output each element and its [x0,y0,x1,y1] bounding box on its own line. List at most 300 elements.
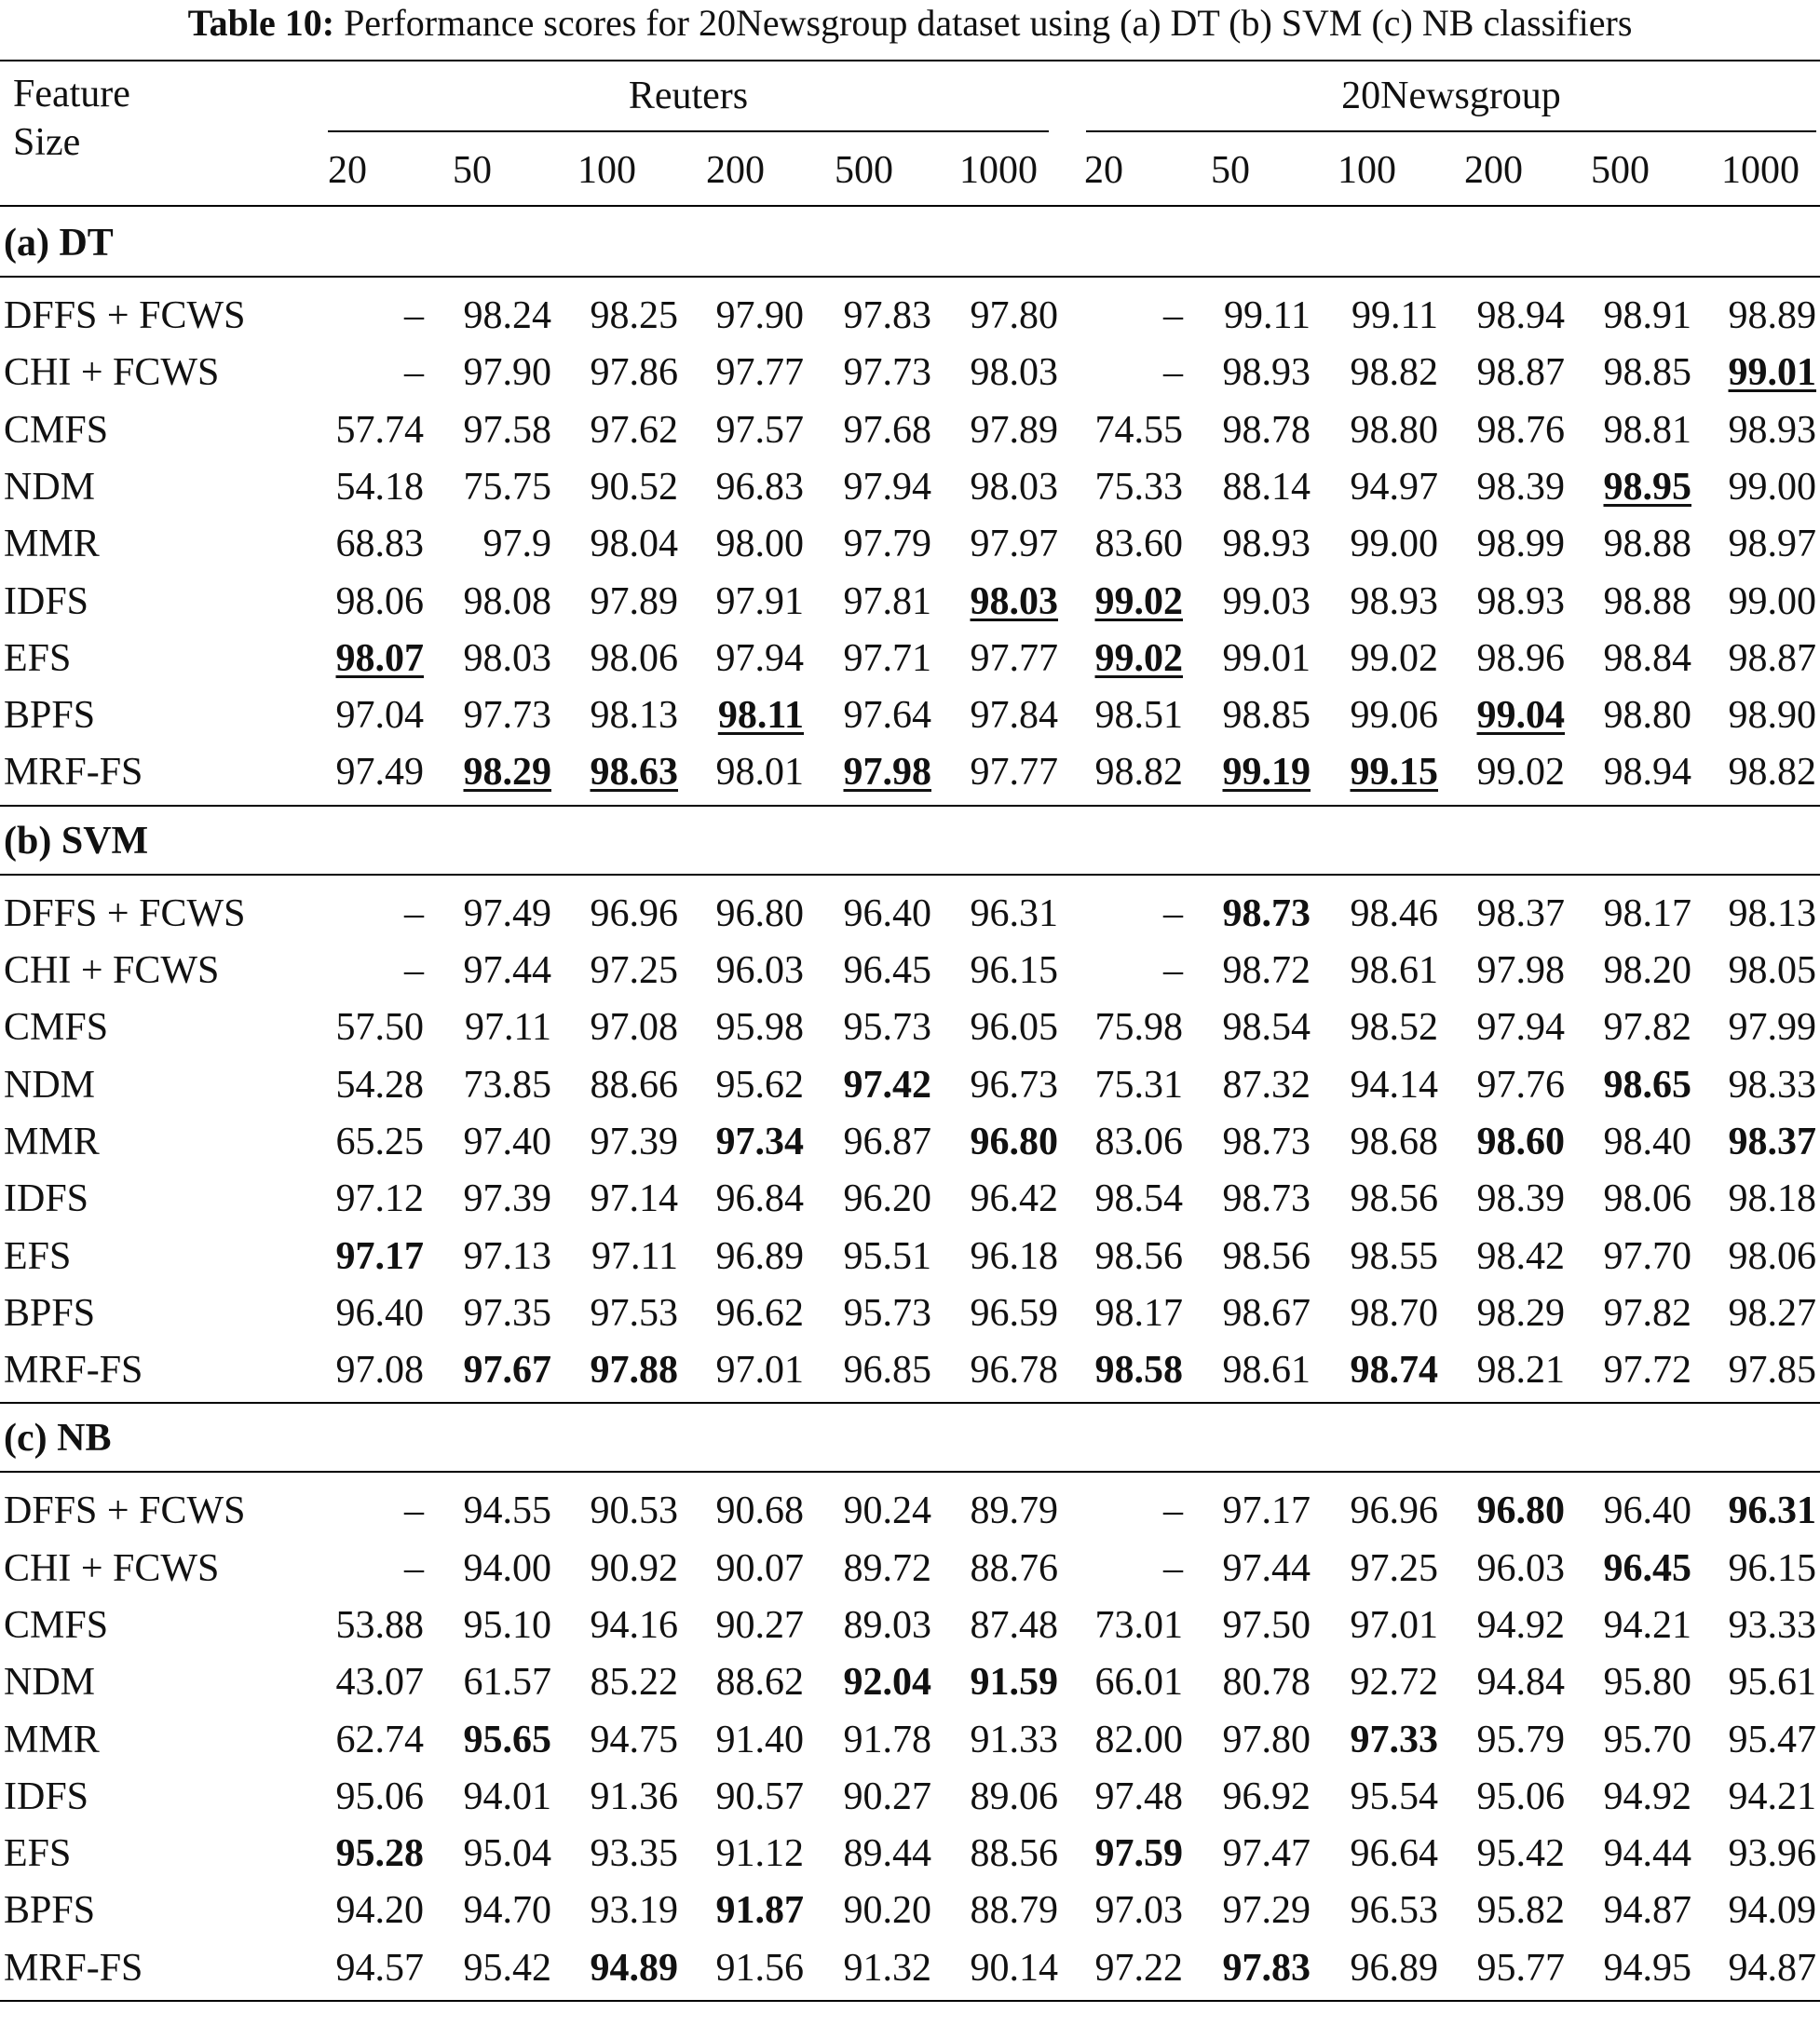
table-cell: 94.75 [590,1719,678,1761]
table-cell: 98.82 [1728,751,1816,794]
table-cell: 98.39 [1476,1177,1565,1220]
table-cell: 97.11 [465,1006,551,1049]
table-cell: 98.58 [1094,1349,1183,1392]
table-cell: 96.03 [715,949,804,992]
table-cell: 99.00 [1728,466,1816,509]
table-cell: 95.28 [335,1832,424,1875]
table-cell: 98.85 [1603,351,1691,394]
header-group-rule [328,130,1049,132]
table-cell: 98.82 [1350,351,1438,394]
table-cell: 97.97 [970,523,1058,565]
table-cell: 98.87 [1476,351,1565,394]
table-cell: 91.32 [843,1947,931,1990]
table-cell: 97.11 [591,1235,678,1278]
table-cell: 75.31 [1094,1064,1183,1107]
section-label-rule [0,1471,1820,1473]
header-size-500: 500 [835,149,893,192]
table-cell: 90.07 [715,1547,804,1590]
table-cell: 98.87 [1728,637,1816,680]
table-cell: 97.83 [1222,1947,1311,1990]
table-cell: 97.68 [843,409,931,452]
table-cell: 99.02 [1094,637,1183,680]
table-cell: 94.09 [1728,1889,1816,1932]
table-cell: – [404,1489,424,1532]
table-cell: 99.01 [1222,637,1311,680]
table-cell: 97.08 [335,1349,424,1392]
table-cell: – [1163,351,1183,394]
table-cell: 97.94 [843,466,931,509]
table-cell: 98.93 [1728,409,1816,452]
table-cell: 85.22 [590,1661,678,1704]
table-cell: 94.16 [590,1604,678,1647]
table-cell: 97.49 [335,751,424,794]
header-group-reuters: Reuters [628,75,749,117]
table-cell: 98.03 [970,580,1058,623]
table-cell: 83.60 [1094,523,1183,565]
table-cell: 96.83 [715,466,804,509]
table-cell: 95.10 [463,1604,551,1647]
table-cell: 98.13 [1728,892,1816,935]
table-cell: 95.62 [715,1064,804,1107]
table-cell: 94.87 [1603,1889,1691,1932]
table-cell: 90.14 [970,1947,1058,1990]
table-cell: 93.35 [590,1832,678,1875]
table-cell: 98.95 [1603,466,1691,509]
table-cell: 90.57 [715,1775,804,1818]
table-cell: 97.94 [715,637,804,680]
table-cell: 61.57 [463,1661,551,1704]
table-cell: 96.80 [970,1121,1058,1163]
table-cell: 97.40 [463,1121,551,1163]
method-label: CMFS [4,409,109,452]
table-cell: 97.72 [1603,1349,1691,1392]
table-cell: 97.17 [1222,1489,1311,1532]
method-label: CHI + FCWS [4,351,220,394]
table-cell: 96.80 [1476,1489,1565,1532]
table-cell: 96.31 [970,892,1058,935]
table-caption [0,0,1820,48]
table-cell: 97.98 [843,751,931,794]
table-cell: 96.03 [1476,1547,1565,1590]
method-label: NDM [4,1661,96,1704]
table-cell: 97.44 [1222,1547,1311,1590]
table-cell: 75.33 [1094,466,1183,509]
table-cell: 96.87 [843,1121,931,1163]
table-cell: 96.53 [1350,1889,1438,1932]
table-cell: 97.01 [1350,1604,1438,1647]
table-cell: 95.77 [1476,1947,1565,1990]
table-cell: 96.45 [1603,1547,1691,1590]
table-cell: 98.74 [1350,1349,1438,1392]
table-cell: 97.47 [1222,1832,1311,1875]
table-cell: 98.93 [1222,351,1311,394]
table-cell: 98.11 [717,694,804,737]
table-cell: 98.37 [1728,1121,1816,1163]
table-cell: 97.81 [843,580,931,623]
table-cell: 96.42 [970,1177,1058,1220]
table-cell: 98.21 [1476,1349,1565,1392]
table-cell: 91.33 [970,1719,1058,1761]
header-size-50: 50 [1211,149,1250,192]
table-cell: 97.76 [1476,1064,1565,1107]
table-cell: 97.71 [843,637,931,680]
table-cell: 98.29 [1476,1292,1565,1335]
table-cell: 98.56 [1222,1235,1311,1278]
caption-lead: Table 10: [187,2,335,44]
table-cell: 99.00 [1728,580,1816,623]
header-size-50: 50 [453,149,492,192]
table-cell: 98.93 [1222,523,1311,565]
table-cell: 98.20 [1603,949,1691,992]
table-cell: 98.67 [1222,1292,1311,1335]
table-cell: 98.84 [1603,637,1691,680]
section-label: (c) NB [4,1417,112,1461]
table-cell: 98.55 [1350,1235,1438,1278]
table-cell: 98.51 [1094,694,1183,737]
table-cell: – [1163,294,1183,337]
table-cell: 91.40 [715,1719,804,1761]
table-cell: 98.03 [970,351,1058,394]
table-cell: 94.92 [1476,1604,1565,1647]
table-cell: 99.11 [1224,294,1311,337]
table-cell: 97.13 [463,1235,551,1278]
table-cell: 96.96 [1350,1489,1438,1532]
method-label: NDM [4,466,96,509]
table-cell: 98.73 [1222,1121,1311,1163]
header-size-1000: 1000 [959,149,1038,192]
table-cell: 97.39 [463,1177,551,1220]
method-label: MRF-FS [4,751,143,794]
table-cell: 94.89 [590,1947,678,1990]
table-cell: 97.12 [335,1177,424,1220]
table-cell: 97.17 [335,1235,424,1278]
table-cell: 90.24 [843,1489,931,1532]
table-cell: 82.00 [1094,1719,1183,1761]
table-cell: 97.59 [1094,1832,1183,1875]
table-cell: 90.27 [715,1604,804,1647]
table-cell: 96.96 [590,892,678,935]
table-cell: 99.02 [1094,580,1183,623]
table-cell: 89.72 [843,1547,931,1590]
table-cell: – [404,949,424,992]
table-cell: 94.84 [1476,1661,1565,1704]
table-cell: 97.94 [1476,1006,1565,1049]
method-label: MMR [4,1719,100,1761]
table-cell: 94.00 [463,1547,551,1590]
table-cell: 97.80 [970,294,1058,337]
method-label: MRF-FS [4,1349,143,1392]
table-cell: 90.53 [590,1489,678,1532]
table-cell: 97.99 [1728,1006,1816,1049]
table-cell: 95.06 [1476,1775,1565,1818]
table-cell: 98.54 [1094,1177,1183,1220]
table-cell: 88.79 [970,1889,1058,1932]
table-cell: – [1163,892,1183,935]
table-cell: – [404,294,424,337]
table-cell: 89.03 [843,1604,931,1647]
table-cell: 95.82 [1476,1889,1565,1932]
table-cell: 88.14 [1222,466,1311,509]
table-cell: 97.25 [590,949,678,992]
table-cell: 91.12 [715,1832,804,1875]
table-cell: 96.05 [970,1006,1058,1049]
table-cell: 98.96 [1476,637,1565,680]
table-cell: 95.54 [1350,1775,1438,1818]
table-cell: 57.74 [335,409,424,452]
header-feature-label: Feature [13,73,130,116]
table-cell: 98.06 [1728,1235,1816,1278]
table-cell: 97.77 [715,351,804,394]
table-cell: 95.98 [715,1006,804,1049]
table-cell: 97.44 [463,949,551,992]
method-label: BPFS [4,1889,96,1932]
table-cell: 98.60 [1476,1121,1565,1163]
header-size-20: 20 [328,149,367,192]
table-cell: 97.83 [843,294,931,337]
table-cell: 98.90 [1728,694,1816,737]
table-cell: 99.01 [1728,351,1816,394]
table-cell: 91.36 [590,1775,678,1818]
table-cell: 97.50 [1222,1604,1311,1647]
method-label: EFS [4,1832,72,1875]
table-cell: 99.02 [1350,637,1438,680]
method-label: EFS [4,1235,72,1278]
table-cell: – [1163,1489,1183,1532]
table-cell: 75.75 [463,466,551,509]
header-group-newsgroup: 20Newsgroup [1341,75,1561,117]
header-size-20: 20 [1084,149,1123,192]
table-cell: 57.50 [335,1006,424,1049]
table-cell: 94.92 [1603,1775,1691,1818]
table-cell: 98.61 [1350,949,1438,992]
table-cell: 94.20 [335,1889,424,1932]
table-cell: 97.84 [970,694,1058,737]
table-cell: 94.21 [1603,1604,1691,1647]
table-cell: 98.24 [463,294,551,337]
table-cell: 97.82 [1603,1292,1691,1335]
table-cell: 98.88 [1603,580,1691,623]
table-cell: 95.47 [1728,1719,1816,1761]
table-cell: 87.32 [1222,1064,1311,1107]
table-cell: 94.14 [1350,1064,1438,1107]
table-cell: 97.91 [715,580,804,623]
caption-text: Performance scores for 20Newsgroup dataset using (a) DT (b) SVM (c) NB classifiers [344,2,1633,44]
table-cell: 95.42 [463,1947,551,1990]
table-cell: 94.97 [1350,466,1438,509]
section-bottom-rule [0,1402,1820,1404]
table-cell: 98.93 [1476,580,1565,623]
table-cell: 95.51 [843,1235,931,1278]
table-cell: 97.89 [970,409,1058,452]
table-cell: 96.20 [843,1177,931,1220]
table-cell: 94.57 [335,1947,424,1990]
table-cell: 98.03 [463,637,551,680]
table-cell: 98.01 [715,751,804,794]
table-cell: 98.06 [1603,1177,1691,1220]
table-cell: 98.80 [1603,694,1691,737]
table-cell: 96.40 [335,1292,424,1335]
table-cell: 98.70 [1350,1292,1438,1335]
table-cell: 90.27 [843,1775,931,1818]
table-cell: 98.33 [1728,1064,1816,1107]
section-label-rule [0,276,1820,278]
table-cell: 91.87 [715,1889,804,1932]
table-cell: 54.28 [335,1064,424,1107]
method-label: MMR [4,523,100,565]
table-cell: 98.72 [1222,949,1311,992]
table-cell: 95.80 [1603,1661,1691,1704]
table-cell: 95.06 [335,1775,424,1818]
table-cell: 90.52 [590,466,678,509]
table-cell: 97.58 [463,409,551,452]
table-cell: 98.29 [463,751,551,794]
table-cell: 98.18 [1728,1177,1816,1220]
header-size-100: 100 [1338,149,1396,192]
table-cell: 91.56 [715,1947,804,1990]
method-label: EFS [4,637,72,680]
table-cell: 98.61 [1222,1349,1311,1392]
table-cell: 98.63 [590,751,678,794]
table-cell: 94.70 [463,1889,551,1932]
table-cell: 95.70 [1603,1719,1691,1761]
table-cell: 94.87 [1728,1947,1816,1990]
table-cell: 75.98 [1094,1006,1183,1049]
table-cell: 97.25 [1350,1547,1438,1590]
table-cell: 96.89 [715,1235,804,1278]
table-cell: 94.55 [463,1489,551,1532]
table-cell: 97.57 [715,409,804,452]
table-cell: 97.39 [590,1121,678,1163]
table-cell: – [404,351,424,394]
table-cell: 97.62 [590,409,678,452]
table-cell: 99.04 [1476,694,1565,737]
table-cell: 66.01 [1094,1661,1183,1704]
table-cell: – [1163,949,1183,992]
method-label: CHI + FCWS [4,1547,220,1590]
table-cell: 98.65 [1603,1064,1691,1107]
table-cell: 98.85 [1222,694,1311,737]
table-cell: 98.91 [1603,294,1691,337]
table-cell: 98.07 [335,637,424,680]
method-label: IDFS [4,1177,89,1220]
table-cell: 98.97 [1728,523,1816,565]
table-top-rule [0,60,1820,61]
table-cell: 98.13 [590,694,678,737]
table-cell: 96.40 [1603,1489,1691,1532]
table-cell: 93.19 [590,1889,678,1932]
table-cell: 95.65 [463,1719,551,1761]
table-cell: 97.14 [590,1177,678,1220]
table-cell: 65.25 [335,1121,424,1163]
table-cell: 74.55 [1094,409,1183,452]
table-cell: 96.15 [970,949,1058,992]
table-cell: 97.53 [590,1292,678,1335]
table-cell: 98.39 [1476,466,1565,509]
method-label: DFFS + FCWS [4,294,246,337]
table-cell: 98.56 [1094,1235,1183,1278]
table-cell: 94.01 [463,1775,551,1818]
table-cell: 97.86 [590,351,678,394]
table-cell: 98.04 [590,523,678,565]
table-cell: 97.29 [1222,1889,1311,1932]
table-cell: 97.80 [1222,1719,1311,1761]
table-cell: 96.78 [970,1349,1058,1392]
table-cell: 96.59 [970,1292,1058,1335]
method-label: IDFS [4,1775,89,1818]
table-cell: 92.04 [843,1661,931,1704]
table-cell: 98.73 [1222,892,1311,935]
header-size-200: 200 [1464,149,1523,192]
table-cell: 88.56 [970,1832,1058,1875]
table-cell: 89.06 [970,1775,1058,1818]
table-bottom-rule [0,2000,1820,2002]
table-cell: 97.42 [843,1064,931,1107]
table-cell: 96.31 [1728,1489,1816,1532]
table-cell: 99.03 [1222,580,1311,623]
table-cell: 88.76 [970,1547,1058,1590]
table-cell: 97.85 [1728,1349,1816,1392]
table-cell: 98.94 [1476,294,1565,337]
table-cell: 96.64 [1350,1832,1438,1875]
table-cell: 98.73 [1222,1177,1311,1220]
table-cell: 96.45 [843,949,931,992]
table-cell: 99.19 [1222,751,1311,794]
table-cell: 68.83 [335,523,424,565]
method-label: CMFS [4,1006,109,1049]
table-cell: 98.54 [1222,1006,1311,1049]
header-size-1000: 1000 [1721,149,1800,192]
table-cell: 97.03 [1094,1889,1183,1932]
table-cell: 97.79 [843,523,931,565]
table-cell: 98.42 [1476,1235,1565,1278]
table-cell: 97.90 [715,294,804,337]
table-cell: 97.67 [463,1349,551,1392]
table-cell: 99.00 [1350,523,1438,565]
method-label: IDFS [4,580,89,623]
table-cell: 97.82 [1603,1006,1691,1049]
table-cell: 97.64 [843,694,931,737]
table-cell: 53.88 [335,1604,424,1647]
table-cell: 97.73 [843,351,931,394]
table-cell: 99.11 [1351,294,1438,337]
table-cell: 91.78 [843,1719,931,1761]
table-cell: 96.40 [843,892,931,935]
header-size-500: 500 [1591,149,1650,192]
header-size-200: 200 [706,149,765,192]
table-cell: 93.33 [1728,1604,1816,1647]
method-label: MMR [4,1121,100,1163]
table-cell: – [404,1547,424,1590]
method-label: CHI + FCWS [4,949,220,992]
table-cell: 97.77 [970,637,1058,680]
table-cell: – [1163,1547,1183,1590]
table-cell: 91.59 [970,1661,1058,1704]
table-cell: 98.76 [1476,409,1565,452]
table-cell: 98.27 [1728,1292,1816,1335]
table-cell: 97.33 [1350,1719,1438,1761]
table-cell: 97.70 [1603,1235,1691,1278]
section-bottom-rule [0,805,1820,807]
table-cell: 95.73 [843,1006,931,1049]
table-cell: 97.90 [463,351,551,394]
table-cell: 94.44 [1603,1832,1691,1875]
table-cell: 95.42 [1476,1832,1565,1875]
table-cell: 97.34 [715,1121,804,1163]
method-label: DFFS + FCWS [4,892,246,935]
table-cell: 95.04 [463,1832,551,1875]
table-cell: 98.88 [1603,523,1691,565]
table-cell: 98.17 [1094,1292,1183,1335]
